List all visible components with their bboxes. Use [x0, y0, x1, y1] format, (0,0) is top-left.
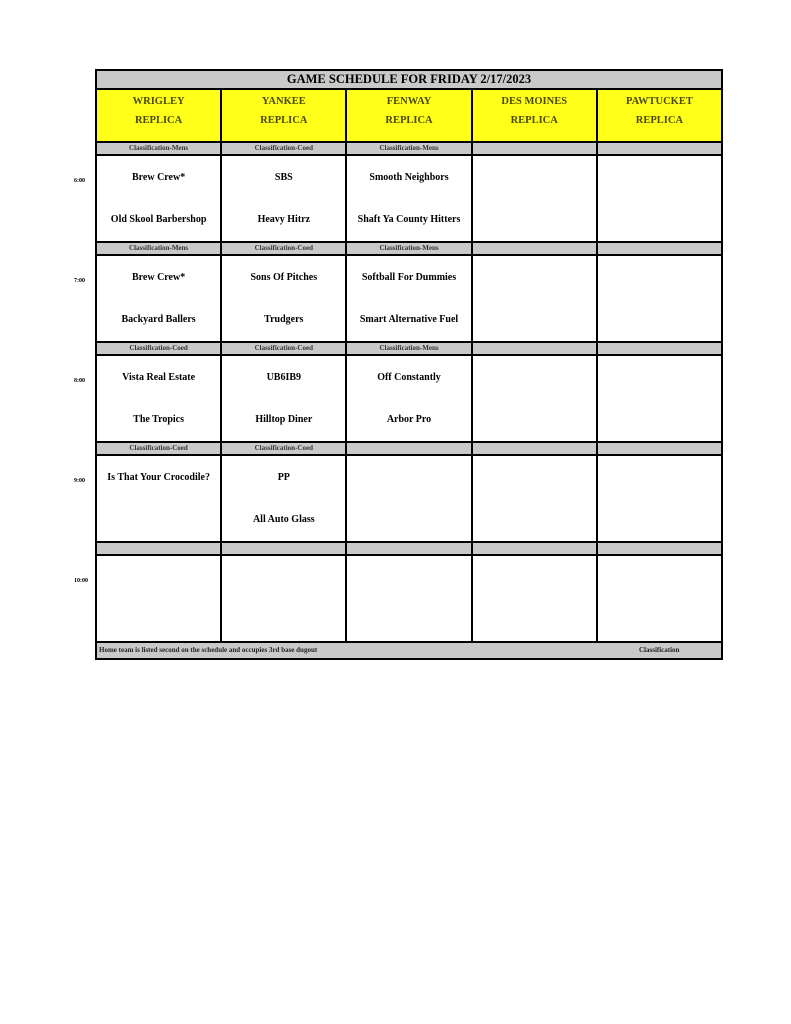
schedule-table [95, 69, 723, 660]
team-name-home: All Auto Glass [252, 514, 315, 525]
classification-cell: Classification-Coed [222, 343, 347, 354]
time-label: 10:00 [74, 578, 88, 584]
game-cell [222, 556, 347, 641]
game-cell [222, 156, 347, 241]
field-header-2 [347, 90, 472, 141]
team-name-home: Backyard Ballers [121, 314, 196, 325]
game-row [97, 356, 721, 443]
team-name-away: Is That Your Crocodile? [107, 472, 210, 483]
game-cell [347, 456, 472, 541]
field-header-row [97, 90, 721, 143]
field-subtitle: REPLICA [134, 115, 183, 126]
game-cell [222, 256, 347, 341]
game-cell [473, 156, 598, 241]
classification-cell: Classification-Mens [347, 143, 472, 154]
team-name-away: Brew Crew* [131, 172, 186, 183]
team-name-away: Softball For Dummies [361, 272, 457, 283]
field-name: DES MOINES [501, 96, 568, 107]
time-label: 8:00 [74, 378, 85, 384]
footer-classification: Classification [639, 646, 680, 654]
team-name-away: SBS [274, 172, 293, 183]
game-row [97, 256, 721, 343]
game-cell [473, 556, 598, 641]
game-cell [347, 356, 472, 441]
game-cell [347, 256, 472, 341]
classification-cell [598, 143, 721, 154]
field-name: PAWTUCKET [625, 96, 693, 107]
team-name-away: Vista Real Estate [122, 372, 196, 383]
classification-cell [473, 543, 598, 554]
team-name-away: UB6IB9 [266, 372, 302, 383]
game-cell [473, 456, 598, 541]
game-cell [598, 356, 721, 441]
game-cell [97, 556, 222, 641]
classification-cell: Classification-Coed [97, 443, 222, 454]
field-subtitle: REPLICA [260, 115, 308, 126]
field-subtitle: REPLICA [510, 115, 558, 126]
classification-cell [598, 243, 721, 254]
game-cell [347, 156, 472, 241]
classification-cell [347, 443, 472, 454]
game-row [97, 456, 721, 543]
field-subtitle: REPLICA [385, 115, 433, 126]
team-name-home: Trudgers [264, 314, 304, 325]
classification-cell [598, 543, 721, 554]
time-label: 7:00 [74, 278, 85, 284]
field-header-1 [222, 90, 347, 141]
game-cell [222, 356, 347, 441]
team-name-away: Brew Crew* [131, 272, 186, 283]
field-header-0 [97, 90, 222, 141]
game-cell [473, 256, 598, 341]
classification-cell: Classification-Mens [347, 343, 472, 354]
classification-cell [473, 443, 598, 454]
game-cell [97, 256, 222, 341]
field-header-4 [598, 90, 721, 141]
game-cell [598, 256, 721, 341]
team-name-away: Sons Of Pitches [250, 272, 318, 283]
game-row [97, 156, 721, 243]
classification-cell [222, 543, 347, 554]
classification-cell [598, 343, 721, 354]
classification-cell: Classification-Mens [97, 243, 222, 254]
field-header-3 [473, 90, 598, 141]
classification-cell: Classification-Mens [97, 143, 222, 154]
team-name-home: Hilltop Diner [255, 414, 313, 425]
classification-row [97, 243, 721, 256]
game-cell [598, 556, 721, 641]
game-cell [473, 356, 598, 441]
classification-cell [473, 243, 598, 254]
field-name: YANKEE [261, 96, 306, 107]
game-cell [97, 356, 222, 441]
team-name-away: PP [277, 472, 290, 483]
classification-cell [598, 443, 721, 454]
classification-cell: Classification-Coed [222, 443, 347, 454]
classification-row [97, 543, 721, 556]
classification-row [97, 143, 721, 156]
team-name-away: Off Constantly [377, 372, 441, 383]
schedule-footer [97, 643, 721, 658]
game-cell [598, 156, 721, 241]
team-name-home: Shaft Ya County Hitters [357, 214, 461, 225]
team-name-away: Smooth Neighbors [369, 172, 449, 183]
classification-cell: Classification-Coed [97, 343, 222, 354]
classification-row [97, 443, 721, 456]
classification-cell: Classification-Coed [222, 143, 347, 154]
game-row [97, 556, 721, 643]
team-name-home: Arbor Pro [386, 414, 432, 425]
team-name-home: Heavy Hitrz [257, 214, 311, 225]
classification-cell [97, 543, 222, 554]
time-label: 6:00 [74, 178, 85, 184]
team-name-home: Old Skool Barbershop [110, 214, 207, 225]
game-cell [598, 456, 721, 541]
classification-cell [473, 343, 598, 354]
time-label: 9:00 [74, 478, 85, 484]
schedule-body [97, 143, 721, 643]
game-cell [97, 156, 222, 241]
game-cell [222, 456, 347, 541]
classification-cell [347, 543, 472, 554]
team-name-home: The Tropics [133, 414, 185, 425]
field-name: FENWAY [386, 96, 432, 107]
classification-cell: Classification-Mens [347, 243, 472, 254]
game-cell [347, 556, 472, 641]
footer-note: Home team is listed second on the schedule and occupies 3rd base dugout [99, 646, 318, 654]
game-cell [97, 456, 222, 541]
schedule-title: GAME SCHEDULE FOR FRIDAY 2/17/2023 [97, 71, 721, 90]
field-subtitle: REPLICA [635, 115, 684, 126]
team-name-home: Smart Alternative Fuel [359, 314, 459, 325]
classification-cell: Classification-Coed [222, 243, 347, 254]
classification-cell [473, 143, 598, 154]
classification-row [97, 343, 721, 356]
field-name: WRIGLEY [132, 96, 185, 107]
